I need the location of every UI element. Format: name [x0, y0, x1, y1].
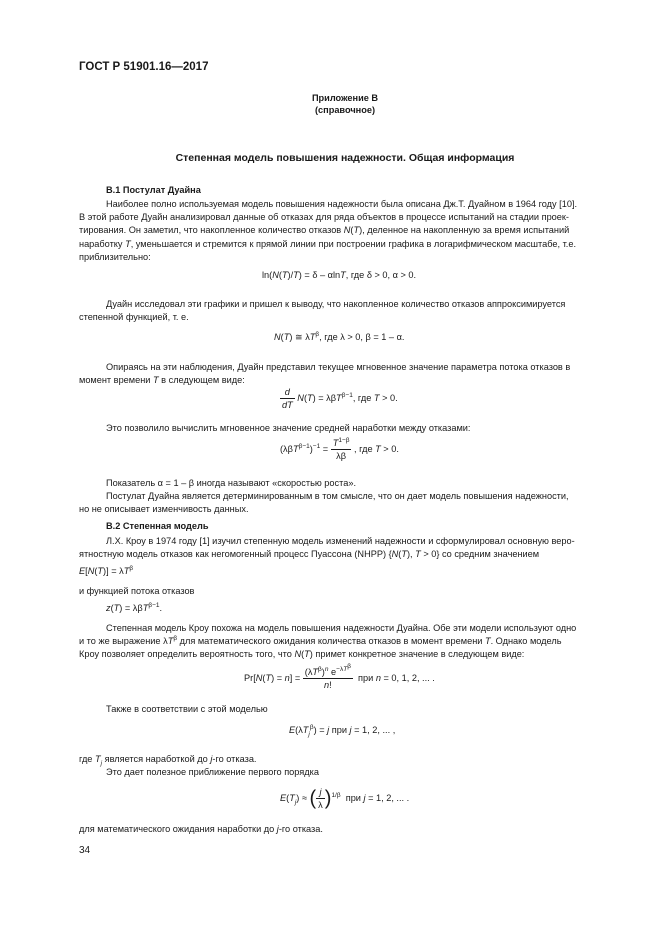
paragraph-line: ятностную модель отказов как негомогенный процесс Пуассона (NHPP) {N(T), T > 0} со средним значением: [79, 549, 540, 559]
formula-power-function: N(T) ≅ $\lambda T^\beta$, где λ > 0, β = 1 – α.: [274, 330, 405, 342]
section-title: Степенная модель повышения надежности. Общая информация: [175, 152, 515, 164]
paragraph-line: наработку T, уменьшается и стремится к прямой линии при построении графика в логарифмическом масштабе, т.е.: [79, 239, 576, 249]
paragraph-line: и функцией потока отказов: [79, 586, 195, 596]
formula-first-order-approximation: $E(T_j)$ ≈ ( $\frac{j}{\lambda}$ )$^{1/\beta}$ при j = 1, 2, ... .: [280, 787, 410, 810]
paragraph-line: Также в соответствии с этой моделью: [106, 704, 268, 714]
paragraph-line: В этой работе Дуайн анализировал данные об отказах для ряда объектов в процессе испытаний на стадии проек-: [79, 212, 569, 222]
paragraph-line: Постулат Дуайна является детерминированным в том смысле, что он дает модель повышения надежности,: [106, 491, 569, 501]
paragraph-line: Это дает полезное приближение первого порядка: [106, 767, 319, 777]
paragraph-line: где $T_j$ является наработкой до j-го отказа.: [79, 754, 257, 767]
paragraph-line: Опираясь на эти наблюдения, Дуайн представил текущее мгновенное значение параметра потока отказов в: [106, 362, 571, 372]
paragraph-line: но не описывает изменчивость данных.: [79, 504, 249, 514]
paragraph-line: Дуайн исследовал эти графики и пришел к выводу, что накопленное количество отказов аппроксимируется: [106, 299, 566, 309]
appendix-note: (справочное): [314, 105, 375, 115]
paragraph-line: Показатель α = 1 – β иногда называют «скоростью роста».: [106, 478, 356, 488]
paragraph-line: тирования. Он заметил, что накопленное количество отказов N(T), деленное на накопленную за время испытаний: [79, 225, 570, 235]
formula-expectation-j: $E(\lambda T_j^\beta) = j$ при j = 1, 2, ... ,: [289, 723, 396, 738]
appendix-title: Приложение В: [311, 93, 379, 103]
paragraph-line: Степенная модель Кроу похожа на модель повышения надежности Дуайна. Обе эти модели используют одно: [106, 623, 577, 633]
paragraph-line: и то же выражение $\lambda T^\beta$ для математического ожидания количества отказов в момент времени T. Однако модель: [79, 634, 562, 646]
paragraph-line: для математического ожидания наработки до j-го отказа.: [79, 824, 323, 834]
formula-failure-intensity: $\frac{d}{dT}$ N(T) = λβT$^{\beta-1}$, где T > 0.: [282, 387, 398, 410]
paragraph-line: Это позволило вычислить мгновенное значение средней наработки между отказами:: [106, 423, 471, 433]
formula-duane-log: ln(N(T)/T) = δ – αlnT, где δ > 0, α > 0.: [262, 270, 417, 280]
formula-failure-rate: z(T) = λβT$^{\beta-1}$.: [106, 601, 163, 613]
page-number: 34: [79, 845, 91, 856]
paragraph-line: Наиболее полно используемая модель повышения надежности была описана Дж.Т. Дуайном в 1964 году [10].: [106, 199, 578, 209]
formula-poisson-probability: Pr[N(T) = n] = $\frac{(\lambda T^\beta)^n e^{-\lambda T^\beta}}{n!}$ при n = 0, 1, 2, ... .: [244, 662, 435, 690]
paragraph-line: Л.Х. Кроу в 1974 году [1] изучил степенную модель изменений надежности и сформулировал основную веро-: [106, 536, 575, 546]
paragraph-line: момент времени T в следующем виде:: [79, 375, 245, 385]
subsection-heading-b2: В.2 Степенная модель: [106, 521, 209, 531]
formula-mtbf: $(\lambda\beta T^{\beta-1})^{-1}$ = $\frac{T^{1-\beta}}{\lambda\beta}$ , где T > 0.: [280, 436, 399, 461]
paragraph-line: Кроу позволяет определить вероятность того, что N(T) примет конкретное значение в следующем виде:: [79, 649, 525, 659]
formula-mean-value: $E[N(T)] = \lambda T^\beta$: [79, 564, 134, 576]
paragraph-line: степенной функцией, т. е.: [79, 312, 189, 322]
document-header: ГОСТ Р 51901.16—2017: [79, 61, 209, 73]
paragraph-line: приблизительно:: [79, 252, 151, 262]
subsection-heading-b1: В.1 Постулат Дуайна: [106, 185, 201, 195]
